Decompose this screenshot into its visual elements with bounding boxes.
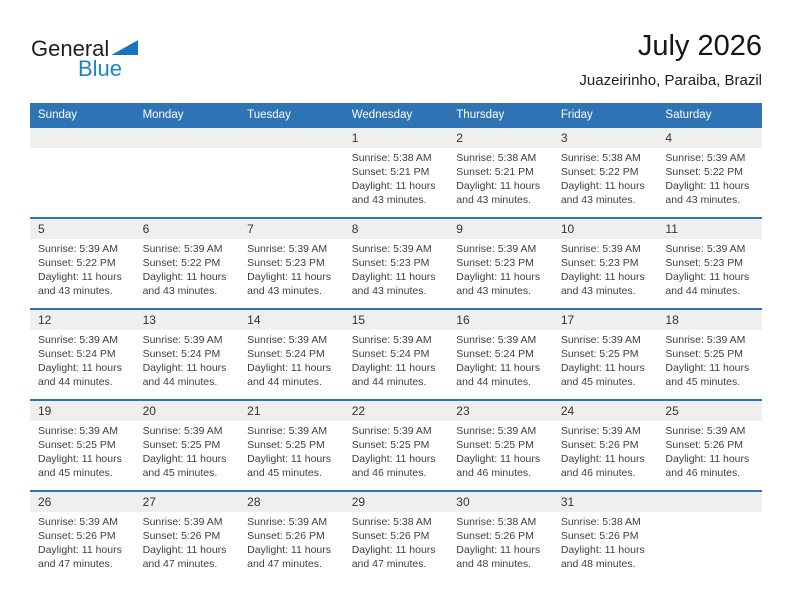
day-details [30, 421, 135, 480]
day-details [448, 148, 553, 207]
sunrise-text: Sunrise: 5:39 AM [247, 334, 328, 346]
day-details [657, 330, 762, 389]
day-cell-17 [553, 310, 658, 399]
day-cell-1 [344, 128, 449, 217]
sunset-text: Sunset: 5:25 PM [560, 348, 639, 360]
sunset-text: Sunset: 5:25 PM [456, 439, 534, 451]
day-number: 10 [553, 219, 658, 239]
day-details [344, 421, 449, 480]
day-number: 29 [344, 492, 449, 512]
daylight-text: Daylight: 11 hours and 44 minutes. [142, 362, 227, 388]
daylight-text: Daylight: 11 hours and 43 minutes. [456, 271, 541, 297]
day-cell-29 [344, 492, 449, 581]
day-number: 4 [657, 128, 762, 148]
sunrise-text: Sunrise: 5:38 AM [560, 152, 641, 164]
day-details [135, 512, 240, 571]
day-cell-4 [657, 128, 762, 217]
daylight-text: Daylight: 11 hours and 43 minutes. [142, 271, 227, 297]
day-number: 14 [239, 310, 344, 330]
day-number [239, 128, 344, 148]
sunrise-text: Sunrise: 5:39 AM [142, 243, 223, 255]
daylight-text: Daylight: 11 hours and 43 minutes. [247, 271, 331, 297]
day-cell-empty [239, 128, 344, 217]
day-cell-9 [448, 219, 553, 308]
day-number [135, 128, 240, 148]
daylight-text: Daylight: 11 hours and 46 minutes. [456, 453, 541, 479]
daylight-text: Daylight: 11 hours and 43 minutes. [456, 180, 541, 206]
day-number: 7 [239, 219, 344, 239]
day-details [344, 512, 449, 571]
sunset-text: Sunset: 5:25 PM [351, 439, 430, 451]
day-cell-31 [553, 492, 658, 581]
day-cell-2 [448, 128, 553, 217]
day-details [135, 330, 240, 389]
day-cell-30 [448, 492, 553, 581]
day-number [30, 128, 135, 148]
week-row [30, 490, 762, 581]
day-details [657, 421, 762, 480]
day-details [553, 239, 658, 298]
day-number: 2 [448, 128, 553, 148]
daylight-text: Daylight: 11 hours and 45 minutes. [38, 453, 122, 479]
weekday-header-thursday: Thursday [456, 108, 505, 121]
day-details [239, 421, 344, 480]
daylight-text: Daylight: 11 hours and 44 minutes. [351, 362, 436, 388]
sunset-text: Sunset: 5:26 PM [560, 530, 639, 542]
daylight-text: Daylight: 11 hours and 46 minutes. [351, 453, 436, 479]
day-cell-11 [657, 219, 762, 308]
sunrise-text: Sunrise: 5:39 AM [351, 425, 432, 437]
daylight-text: Daylight: 11 hours and 44 minutes. [665, 271, 750, 297]
daylight-text: Daylight: 11 hours and 43 minutes. [560, 271, 645, 297]
sunrise-text: Sunrise: 5:39 AM [665, 243, 746, 255]
day-number: 23 [448, 401, 553, 421]
day-details [657, 239, 762, 298]
weekday-header-tuesday: Tuesday [247, 108, 291, 121]
week-row [30, 126, 762, 217]
sunrise-text: Sunrise: 5:39 AM [38, 243, 118, 255]
daylight-text: Daylight: 11 hours and 45 minutes. [665, 362, 750, 388]
sunset-text: Sunset: 5:21 PM [351, 166, 430, 178]
day-cell-19 [30, 401, 135, 490]
day-number: 27 [135, 492, 240, 512]
day-cell-18 [657, 310, 762, 399]
daylight-text: Daylight: 11 hours and 43 minutes. [351, 180, 436, 206]
daylight-text: Daylight: 11 hours and 47 minutes. [351, 544, 436, 570]
day-number: 19 [30, 401, 135, 421]
day-details [657, 148, 762, 207]
sunset-text: Sunset: 5:23 PM [665, 257, 744, 269]
day-number [657, 492, 762, 512]
sunset-text: Sunset: 5:26 PM [38, 530, 116, 542]
daylight-text: Daylight: 11 hours and 47 minutes. [247, 544, 331, 570]
day-cell-20 [135, 401, 240, 490]
logo-triangle-icon [111, 40, 138, 55]
day-details [239, 330, 344, 389]
calendar-grid [30, 103, 762, 581]
day-number: 21 [239, 401, 344, 421]
sunset-text: Sunset: 5:26 PM [142, 530, 221, 542]
sunset-text: Sunset: 5:23 PM [560, 257, 639, 269]
sunset-text: Sunset: 5:21 PM [456, 166, 534, 178]
day-number: 6 [135, 219, 240, 239]
day-details [30, 239, 135, 298]
day-details [30, 512, 135, 571]
daylight-text: Daylight: 11 hours and 45 minutes. [560, 362, 645, 388]
sunrise-text: Sunrise: 5:38 AM [351, 516, 432, 528]
sunset-text: Sunset: 5:22 PM [560, 166, 639, 178]
sunrise-text: Sunrise: 5:39 AM [665, 152, 746, 164]
sunset-text: Sunset: 5:24 PM [142, 348, 221, 360]
day-details [448, 330, 553, 389]
day-details [239, 239, 344, 298]
sunset-text: Sunset: 5:23 PM [456, 257, 534, 269]
daylight-text: Daylight: 11 hours and 44 minutes. [247, 362, 331, 388]
day-cell-28 [239, 492, 344, 581]
sunset-text: Sunset: 5:26 PM [560, 439, 639, 451]
day-number: 31 [553, 492, 658, 512]
day-number: 25 [657, 401, 762, 421]
day-cell-26 [30, 492, 135, 581]
sunrise-text: Sunrise: 5:39 AM [38, 425, 118, 437]
day-details [30, 330, 135, 389]
sunrise-text: Sunrise: 5:39 AM [142, 425, 223, 437]
day-cell-6 [135, 219, 240, 308]
day-number: 16 [448, 310, 553, 330]
day-cell-3 [553, 128, 658, 217]
sunrise-text: Sunrise: 5:39 AM [665, 334, 746, 346]
day-number: 26 [30, 492, 135, 512]
day-cell-empty [657, 492, 762, 581]
daylight-text: Daylight: 11 hours and 47 minutes. [142, 544, 227, 570]
sunset-text: Sunset: 5:24 PM [38, 348, 116, 360]
day-number: 30 [448, 492, 553, 512]
day-cell-7 [239, 219, 344, 308]
sunrise-text: Sunrise: 5:39 AM [142, 516, 223, 528]
day-details [553, 421, 658, 480]
day-details [553, 148, 658, 207]
sunset-text: Sunset: 5:23 PM [351, 257, 430, 269]
sunrise-text: Sunrise: 5:38 AM [456, 516, 537, 528]
sunset-text: Sunset: 5:23 PM [247, 257, 325, 269]
sunset-text: Sunset: 5:25 PM [247, 439, 325, 451]
week-row [30, 399, 762, 490]
day-number: 20 [135, 401, 240, 421]
general-blue-logo [31, 36, 231, 82]
day-number: 8 [344, 219, 449, 239]
page-title: July 2026 [637, 30, 762, 62]
logo-word-general: General [31, 36, 110, 61]
sunset-text: Sunset: 5:24 PM [247, 348, 325, 360]
day-cell-24 [553, 401, 658, 490]
day-number: 13 [135, 310, 240, 330]
sunrise-text: Sunrise: 5:38 AM [351, 152, 432, 164]
sunrise-text: Sunrise: 5:39 AM [351, 334, 432, 346]
sunrise-text: Sunrise: 5:38 AM [456, 152, 537, 164]
day-details [344, 239, 449, 298]
sunset-text: Sunset: 5:22 PM [665, 166, 744, 178]
sunset-text: Sunset: 5:25 PM [38, 439, 116, 451]
sunrise-text: Sunrise: 5:39 AM [456, 334, 537, 346]
sunset-text: Sunset: 5:26 PM [247, 530, 325, 542]
day-cell-16 [448, 310, 553, 399]
sunset-text: Sunset: 5:24 PM [456, 348, 534, 360]
day-details [553, 330, 658, 389]
day-number: 5 [30, 219, 135, 239]
sunrise-text: Sunrise: 5:39 AM [456, 243, 537, 255]
day-number: 28 [239, 492, 344, 512]
sunrise-text: Sunrise: 5:39 AM [247, 425, 328, 437]
day-details [448, 421, 553, 480]
day-cell-12 [30, 310, 135, 399]
day-details [344, 330, 449, 389]
day-cell-25 [657, 401, 762, 490]
daylight-text: Daylight: 11 hours and 48 minutes. [560, 544, 645, 570]
day-number: 17 [553, 310, 658, 330]
day-number: 24 [553, 401, 658, 421]
sunrise-text: Sunrise: 5:39 AM [38, 334, 118, 346]
sunset-text: Sunset: 5:25 PM [665, 348, 744, 360]
sunrise-text: Sunrise: 5:39 AM [351, 243, 432, 255]
day-cell-14 [239, 310, 344, 399]
day-details [448, 239, 553, 298]
sunset-text: Sunset: 5:26 PM [351, 530, 430, 542]
sunrise-text: Sunrise: 5:39 AM [456, 425, 537, 437]
day-cell-21 [239, 401, 344, 490]
day-number: 3 [553, 128, 658, 148]
day-cell-empty [135, 128, 240, 217]
daylight-text: Daylight: 11 hours and 43 minutes. [665, 180, 750, 206]
sunrise-text: Sunrise: 5:39 AM [247, 243, 328, 255]
sunrise-text: Sunrise: 5:38 AM [560, 516, 641, 528]
day-details [239, 512, 344, 571]
weekday-header-monday: Monday [142, 108, 184, 121]
day-cell-empty [30, 128, 135, 217]
sunrise-text: Sunrise: 5:39 AM [560, 243, 641, 255]
daylight-text: Daylight: 11 hours and 44 minutes. [38, 362, 122, 388]
sunset-text: Sunset: 5:26 PM [456, 530, 534, 542]
weekday-header-sunday: Sunday [38, 108, 78, 121]
day-cell-13 [135, 310, 240, 399]
sunrise-text: Sunrise: 5:39 AM [247, 516, 328, 528]
day-details [135, 239, 240, 298]
sunrise-text: Sunrise: 5:39 AM [560, 334, 641, 346]
day-details [135, 421, 240, 480]
logo-word-blue: Blue [78, 56, 123, 81]
day-number: 15 [344, 310, 449, 330]
sunrise-text: Sunrise: 5:39 AM [560, 425, 641, 437]
day-cell-15 [344, 310, 449, 399]
daylight-text: Daylight: 11 hours and 46 minutes. [560, 453, 645, 479]
daylight-text: Daylight: 11 hours and 43 minutes. [38, 271, 122, 297]
sunrise-text: Sunrise: 5:39 AM [142, 334, 223, 346]
sunrise-text: Sunrise: 5:39 AM [665, 425, 746, 437]
day-number: 9 [448, 219, 553, 239]
sunset-text: Sunset: 5:22 PM [142, 257, 221, 269]
sunset-text: Sunset: 5:22 PM [38, 257, 116, 269]
weekday-header-wednesday: Wednesday [351, 108, 413, 121]
daylight-text: Daylight: 11 hours and 45 minutes. [247, 453, 331, 479]
day-cell-22 [344, 401, 449, 490]
weekday-header-friday: Friday [560, 108, 593, 121]
daylight-text: Daylight: 11 hours and 45 minutes. [142, 453, 227, 479]
weekday-header-row [30, 103, 762, 126]
location-subtitle: Juazeirinho, Paraiba, Brazil [579, 72, 762, 89]
day-details [553, 512, 658, 571]
daylight-text: Daylight: 11 hours and 48 minutes. [456, 544, 541, 570]
day-cell-23 [448, 401, 553, 490]
day-cell-27 [135, 492, 240, 581]
day-number: 22 [344, 401, 449, 421]
sunset-text: Sunset: 5:26 PM [665, 439, 744, 451]
day-details [344, 148, 449, 207]
daylight-text: Daylight: 11 hours and 46 minutes. [665, 453, 750, 479]
day-number: 18 [657, 310, 762, 330]
day-cell-8 [344, 219, 449, 308]
sunset-text: Sunset: 5:25 PM [142, 439, 221, 451]
day-details [448, 512, 553, 571]
daylight-text: Daylight: 11 hours and 44 minutes. [456, 362, 541, 388]
day-cell-5 [30, 219, 135, 308]
weekday-header-saturday: Saturday [665, 108, 712, 121]
week-row [30, 308, 762, 399]
daylight-text: Daylight: 11 hours and 47 minutes. [38, 544, 122, 570]
day-number: 12 [30, 310, 135, 330]
sunset-text: Sunset: 5:24 PM [351, 348, 430, 360]
daylight-text: Daylight: 11 hours and 43 minutes. [351, 271, 436, 297]
day-cell-10 [553, 219, 658, 308]
daylight-text: Daylight: 11 hours and 43 minutes. [560, 180, 645, 206]
day-number: 1 [344, 128, 449, 148]
day-number: 11 [657, 219, 762, 239]
week-row [30, 217, 762, 308]
sunrise-text: Sunrise: 5:39 AM [38, 516, 118, 528]
